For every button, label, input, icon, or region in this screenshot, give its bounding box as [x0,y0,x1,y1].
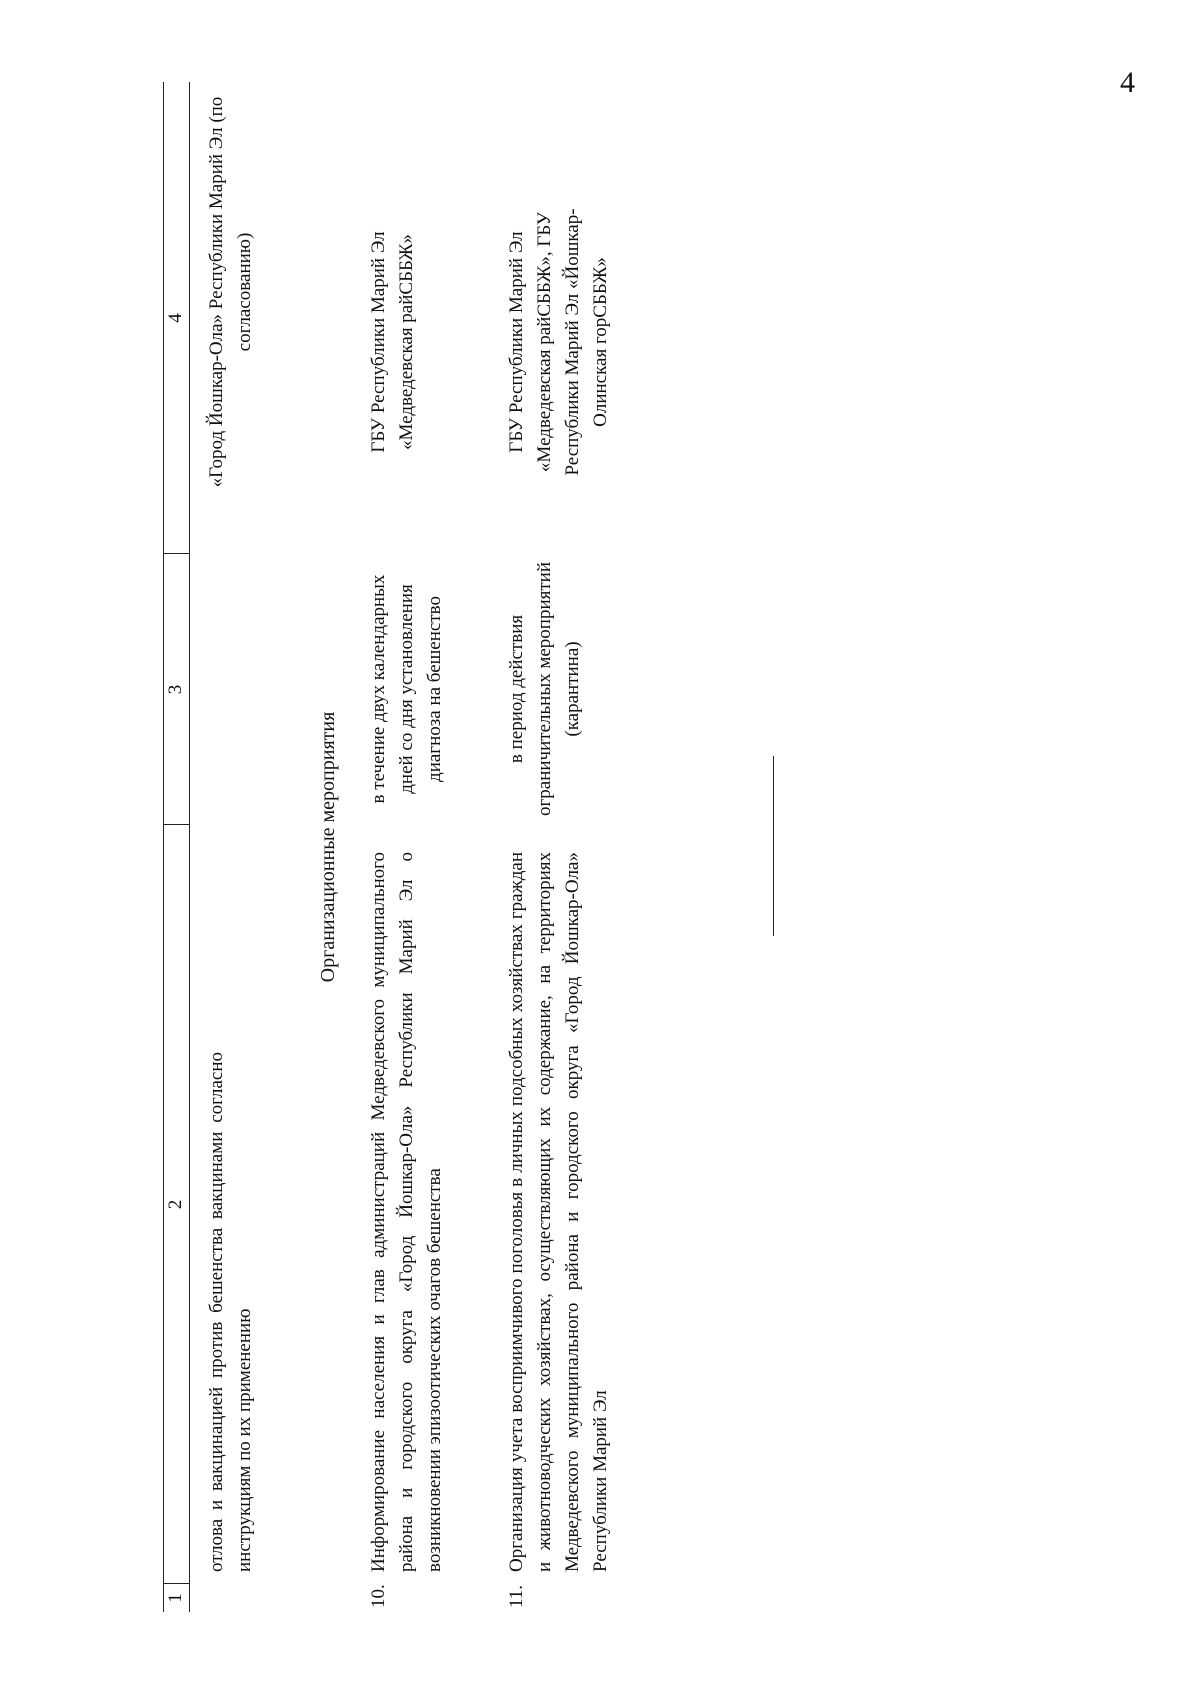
continuation-responsible-text: «Город Йошкар-Ола» Республики Марий Эл (по согласованию) [206,96,255,488]
row-10-term: в течение двух календарных дней со дня установления диагноза на бешенство [368,574,445,804]
row-10-responsible: ГБУ Республики Марий Эл «Медведевская райСББЖ» [368,231,417,453]
column-number-1: 1 [165,1593,186,1603]
closing-line [773,756,774,936]
row-10-number: 10. [368,1584,389,1608]
column-number-3: 3 [165,684,186,695]
row-11-number: 11. [506,1584,527,1608]
table-header-rule [189,82,190,1612]
row-11-measure: Организация учета восприимчивого поголовья в личных подсобных хозяйствах граждан и животноводческих хозяйствах, осуществляющих их содержание, на территориях Медведевского муниципального района и городского округа «Город Йошкар-Ола» Республики Марий Эл [506,852,611,1572]
section-title: Организационные мероприятия [317,711,339,983]
page-number: 4 [1120,66,1135,99]
row-11-term: в период действия ограничительных мероприятий (карантина) [506,561,583,817]
rotated-table-page [163,82,1043,1612]
column-number-4: 4 [165,313,186,323]
continuation-measure-text: отлова и вакцинацией против бешенства вакцинами согласно инструкциям по их применению [206,1052,255,1572]
column-number-2: 2 [165,1199,186,1210]
row-10-measure: Информирование населения и глав администраций Медведевского муниципального района и городского округа «Город Йошкар-Ола» Республики Марий Эл о возникновении эпизоотических очагов бешенства [368,852,445,1572]
row-11-responsible: ГБУ Республики Марий Эл «Медведевская райСББЖ», ГБУ Республики Марий Эл «Йошкар-Олинская горСББЖ» [506,208,611,476]
